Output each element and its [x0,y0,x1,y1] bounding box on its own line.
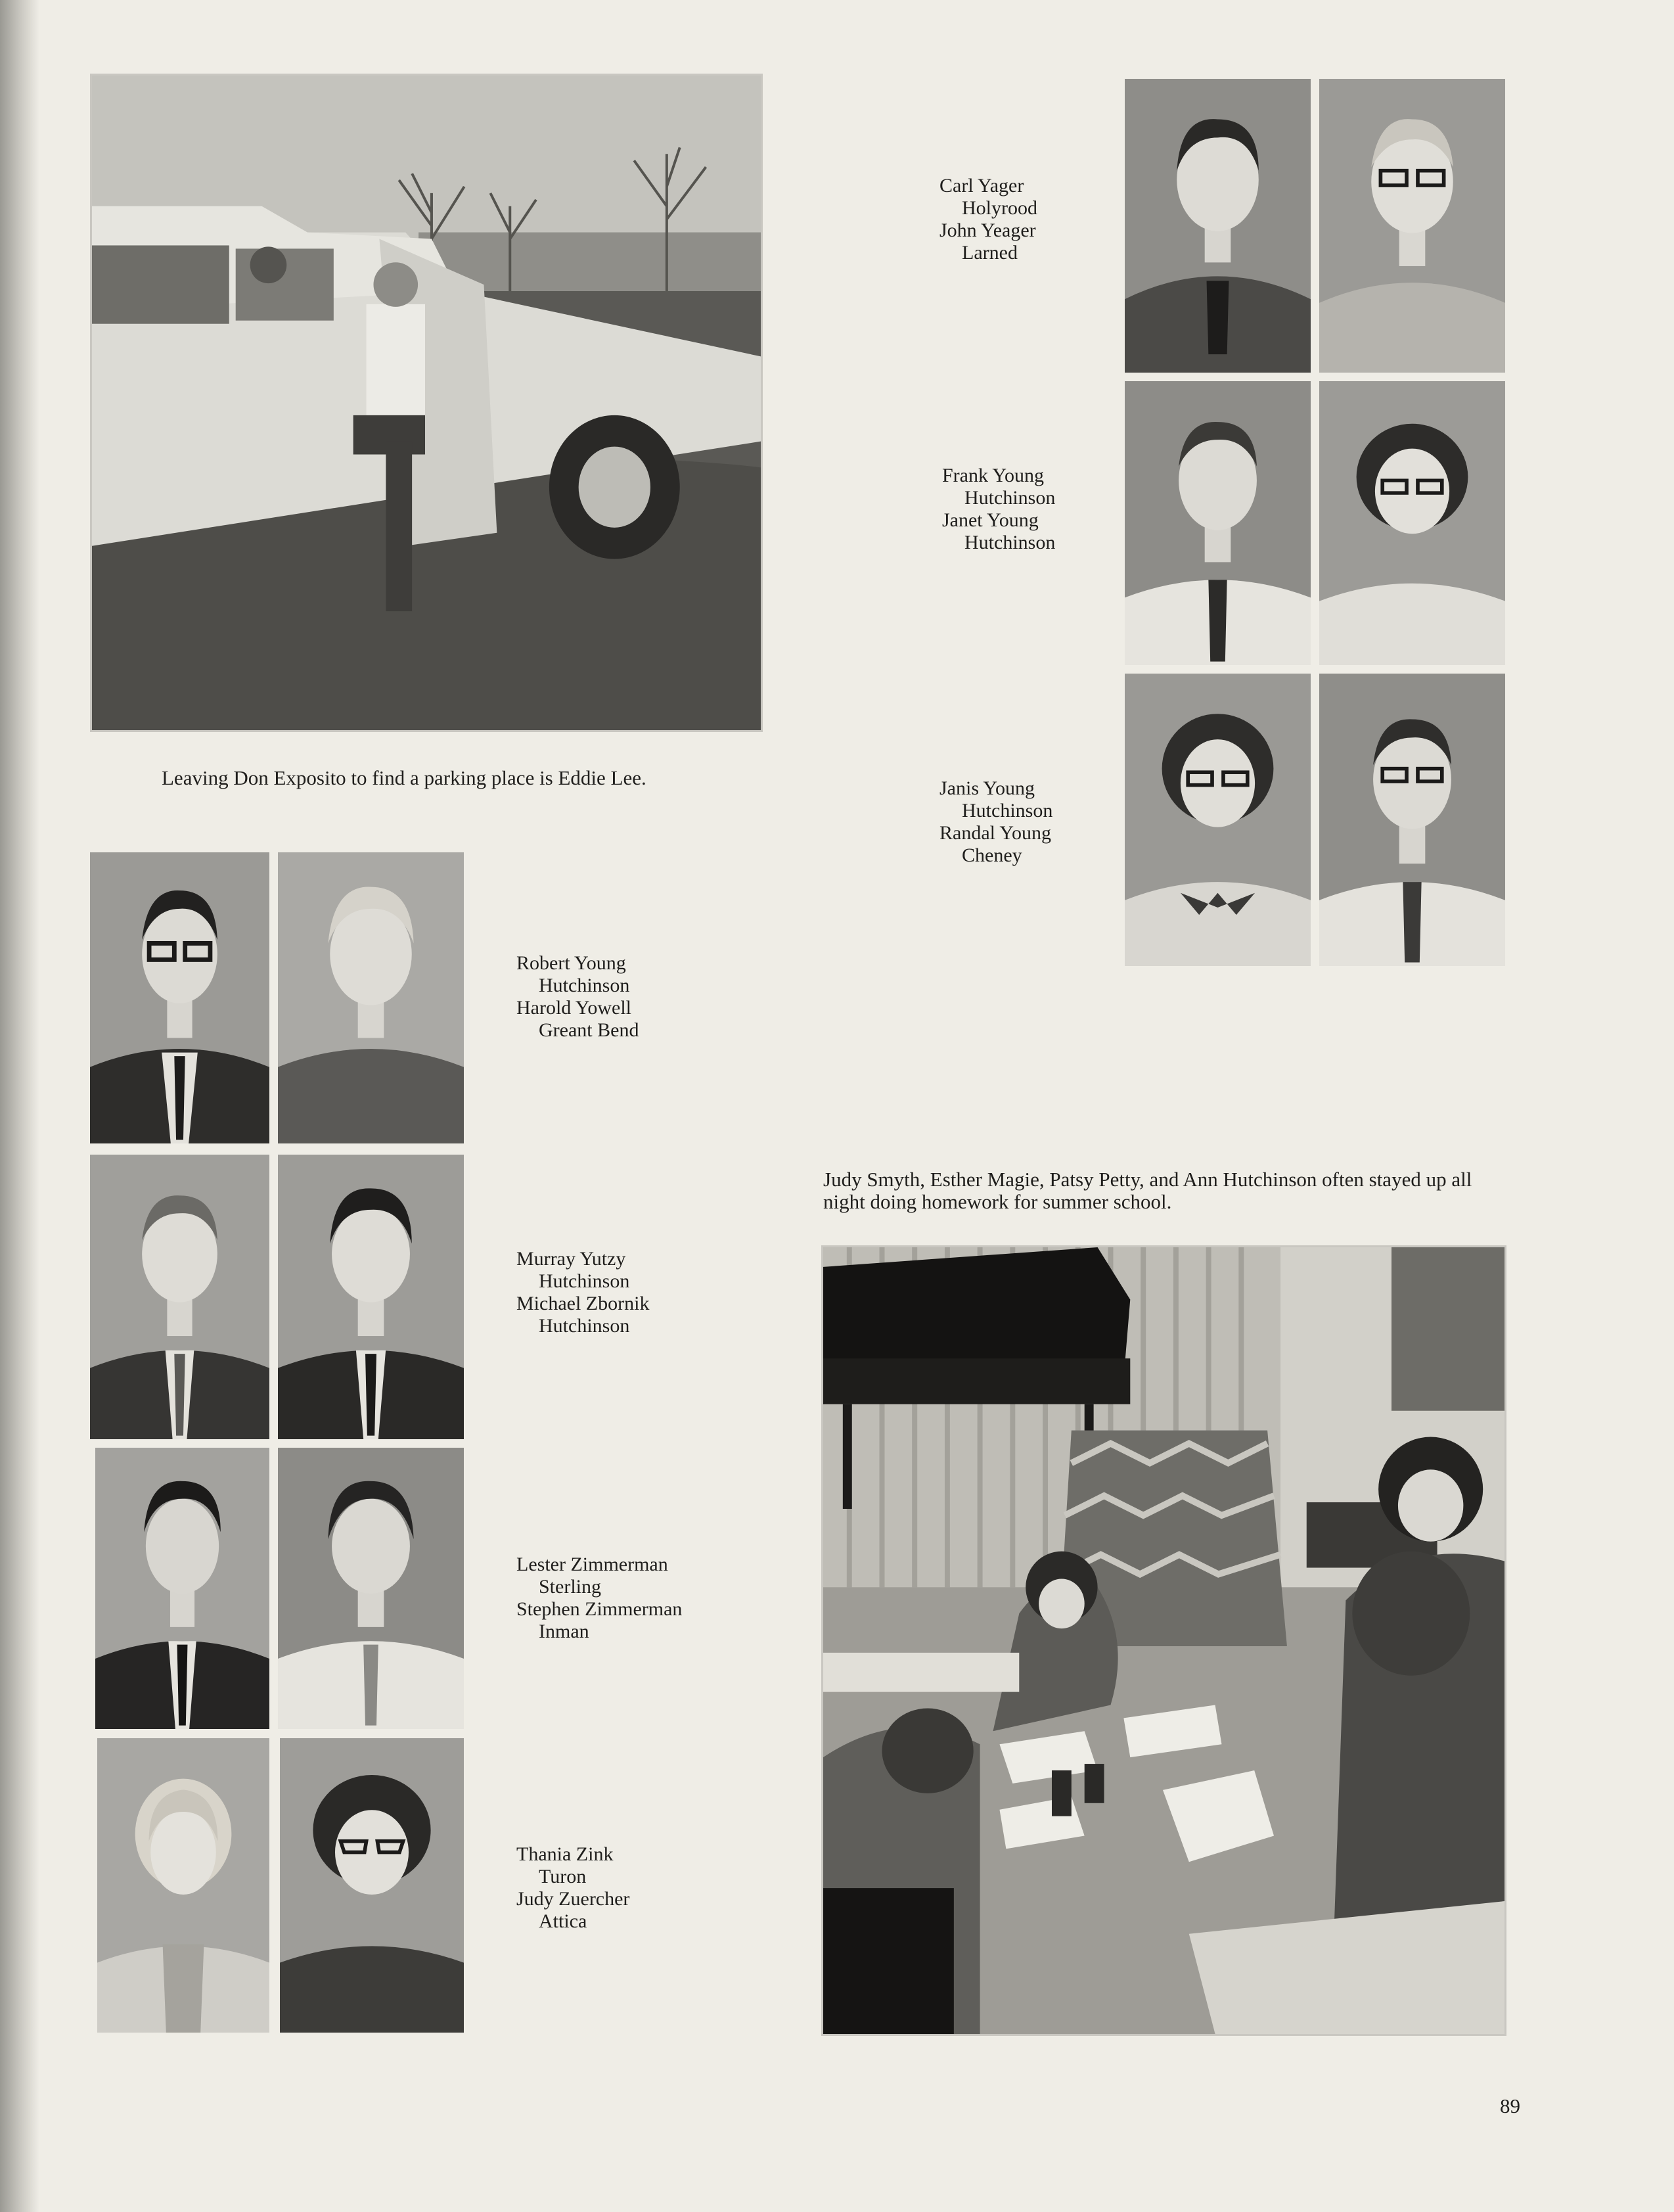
portrait-robert-young [90,852,269,1143]
portrait-carl-yager [1125,79,1311,373]
portrait-randal-young [1319,674,1505,966]
car-photo [90,74,763,732]
person-town: Hutchinson [964,487,1056,509]
person-town: Larned [962,242,1018,264]
portrait-thania-zink [97,1738,269,2033]
person-name: Michael Zbornik [516,1293,650,1314]
person-name: Harold Yowell [516,997,632,1019]
person-name: Judy Zuercher [516,1888,630,1910]
person-name: Thania Zink [516,1843,614,1865]
name-group-frank-janet-young [942,465,1055,554]
person-name: Janis Young [939,777,1035,799]
portrait-stephen-zimmerman [278,1448,464,1729]
person-name: Murray Yutzy [516,1248,626,1270]
name-group-young-yowell [516,952,639,1042]
portrait-harold-yowell [278,852,464,1143]
homework-photo [821,1245,1506,2036]
portrait-michael-zbornik [278,1155,464,1439]
person-town: Cheney [962,844,1022,866]
person-town: Inman [539,1621,589,1642]
portrait-judy-zuercher [280,1738,464,2033]
person-town: Hutchinson [539,1315,630,1337]
person-name: Randal Young [939,822,1052,844]
name-group-zink-zuercher [516,1843,629,1933]
page-number: 89 [1500,2094,1520,2117]
person-town: Turon [539,1866,587,1887]
name-group-zimmerman [516,1554,682,1643]
person-town: Sterling [539,1576,601,1598]
portrait-janis-young [1125,674,1311,966]
person-name: Janet Young [942,509,1039,531]
person-name: Robert Young [516,952,626,974]
person-name: Stephen Zimmerman [516,1598,683,1620]
person-town: Hutchinson [539,975,630,996]
car-photo-caption: Leaving Don Exposito to find a parking place is Eddie Lee. [162,766,646,789]
name-group-yutzy-zbornik [516,1248,649,1337]
portrait-lester-zimmerman [95,1448,269,1729]
person-town: Greant Bend [539,1019,639,1041]
portrait-murray-yutzy [90,1155,269,1439]
person-town: Hutchinson [539,1270,630,1292]
homework-photo-caption: Judy Smyth, Esther Magie, Patsy Petty, and Ann Hutchinson often stayed up all night doing homework for summer school. [823,1168,1472,1213]
person-name: John Yeager [939,219,1036,241]
portrait-frank-young [1125,381,1311,665]
portrait-janet-young [1319,381,1505,665]
person-name: Lester Zimmerman [516,1554,668,1575]
binding-shadow [0,0,39,2212]
person-name: Frank Young [942,465,1045,486]
person-town: Holyrood [962,197,1037,219]
person-town: Attica [539,1910,587,1932]
portrait-john-yeager [1319,79,1505,373]
person-name: Carl Yager [939,175,1024,196]
person-town: Hutchinson [964,532,1056,553]
name-group-janis-randal-young [939,777,1052,867]
name-group-yager-yeager [939,175,1037,264]
person-town: Hutchinson [962,800,1053,821]
